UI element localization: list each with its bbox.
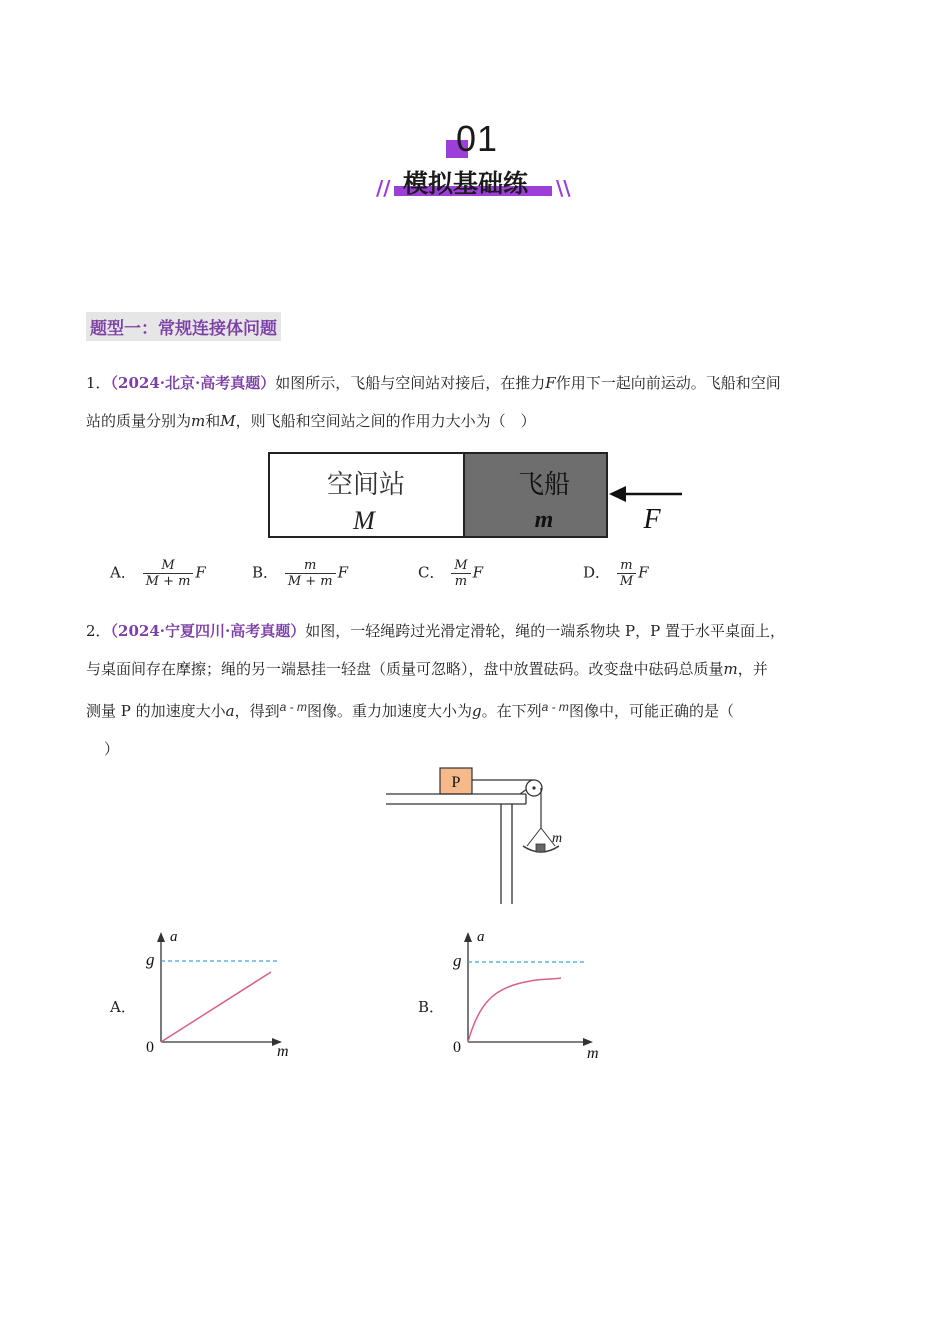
option-c-label: C． — [418, 563, 445, 582]
option-b-tail: F — [337, 563, 349, 582]
option-d-label: D． — [583, 563, 611, 582]
graph-b-g-label: g — [453, 951, 462, 970]
graph-a-curve — [161, 972, 271, 1042]
q1-figure — [266, 450, 686, 542]
graph-a-y-arrow — [157, 932, 165, 942]
graph-b-x-label: m — [587, 1045, 599, 1062]
graph-b-origin: 0 — [453, 1039, 461, 1056]
q1-var-M: M — [220, 412, 236, 430]
graph-a-x-label: m — [277, 1043, 289, 1060]
graph-a-y-label: a — [170, 929, 178, 945]
q1-text-4: ，则飞船和空间站之间的作用力大小为（ ） — [235, 412, 536, 430]
header-right-mark: \\ — [556, 176, 571, 200]
header-title: 模拟基础练 — [403, 169, 529, 198]
graph-option-b-label[interactable]: B． — [418, 998, 445, 1016]
option-b-denominator: M + m — [287, 574, 333, 589]
option-b-fraction — [285, 558, 336, 589]
graph-a-origin: 0 — [146, 1039, 154, 1056]
q2-text-6: 图像。重力加速度大小为 — [306, 702, 472, 720]
q2-var-a: a — [225, 702, 235, 720]
q2-text-7: 。在下列 — [481, 702, 542, 720]
spaceship-label: 飞船 — [517, 470, 571, 500]
q2-text-9: ） — [104, 740, 120, 758]
q2-text-1: 如图，一轻绳跨过光滑定滑轮，绳的一端系物块 P，P 置于水平桌面上， — [305, 622, 785, 640]
spaceship-mass: m — [534, 507, 554, 533]
q1-text-1: 如图所示，飞船与空间站对接后，在推力 — [275, 374, 546, 392]
option-a-numerator: M — [143, 558, 194, 574]
q2-formula-2: a - m — [541, 700, 569, 714]
q2-var-m: m — [723, 660, 738, 678]
option-d-numerator: m — [617, 558, 636, 574]
option-a-denominator: M + m — [145, 574, 191, 589]
q2-text-3: ，并 — [737, 660, 768, 678]
header-left-mark: // — [376, 176, 391, 200]
weight — [536, 844, 545, 852]
block-p-label: P — [451, 774, 461, 791]
option-b-label: B． — [252, 563, 279, 582]
q2-text-4: 测量 P 的加速度大小 — [86, 702, 226, 720]
option-d-fraction — [617, 558, 636, 589]
q1-and: 和 — [205, 412, 221, 430]
graph-b-curve — [468, 978, 561, 1042]
pulley-axle — [532, 786, 535, 789]
option-c-fraction — [451, 558, 470, 589]
option-a[interactable] — [110, 558, 206, 589]
header-number: 01 — [456, 118, 499, 159]
q2-formula-1: a - m — [279, 700, 307, 714]
q2-text-5: ，得到 — [234, 702, 280, 720]
q1-text-2: 作用下一起向前运动。飞船和空间 — [555, 374, 781, 392]
graph-b — [447, 924, 612, 1064]
q2-number: 2． — [86, 622, 111, 640]
option-c[interactable] — [418, 558, 483, 589]
option-b[interactable] — [252, 558, 348, 589]
q2-source: （2024·宁夏四川·高考真题） — [110, 622, 306, 640]
graph-b-y-arrow — [464, 932, 472, 942]
q2-text-2: 与桌面间存在摩擦；绳的另一端悬挂一轻盘（质量可忽略），盘中放置砝码。改变盘中砝码总质量 — [86, 660, 724, 678]
option-a-fraction — [143, 558, 194, 589]
graph-a-g-label: g — [146, 950, 155, 969]
pan-string-left — [527, 828, 541, 846]
question-1-text — [86, 364, 866, 440]
option-a-label: A． — [110, 563, 136, 582]
q1-number: 1． — [86, 374, 111, 392]
q1-text-3: 站的质量分别为 — [86, 412, 192, 430]
force-label: F — [643, 504, 661, 535]
option-c-numerator: M — [451, 558, 470, 574]
space-station-mass: M — [353, 506, 375, 535]
question-2-text — [86, 612, 866, 768]
q1-var-m: m — [191, 412, 206, 430]
option-b-numerator: m — [285, 558, 336, 574]
graph-a — [140, 924, 300, 1064]
option-c-tail: F — [472, 563, 483, 582]
q1-source: （2024·北京·高考真题） — [110, 374, 276, 392]
option-d-denominator: M — [619, 574, 634, 589]
graph-option-a-label[interactable]: A． — [110, 998, 136, 1016]
q1-var-F: F — [545, 374, 556, 392]
force-arrow-head — [609, 486, 626, 502]
q2-figure — [384, 764, 574, 906]
space-station-label: 空间站 — [326, 470, 406, 500]
option-c-denominator: m — [454, 574, 468, 589]
graph-b-y-label: a — [477, 929, 485, 945]
section-title: 题型一：常规连接体问题 — [86, 312, 281, 341]
q2-var-g: g — [471, 702, 482, 720]
option-d[interactable] — [583, 558, 649, 589]
q2-text-8: 图像中，可能正确的是（ — [568, 702, 734, 720]
option-a-tail: F — [195, 563, 206, 582]
mass-label: m — [552, 831, 563, 846]
option-d-tail: F — [638, 563, 649, 582]
